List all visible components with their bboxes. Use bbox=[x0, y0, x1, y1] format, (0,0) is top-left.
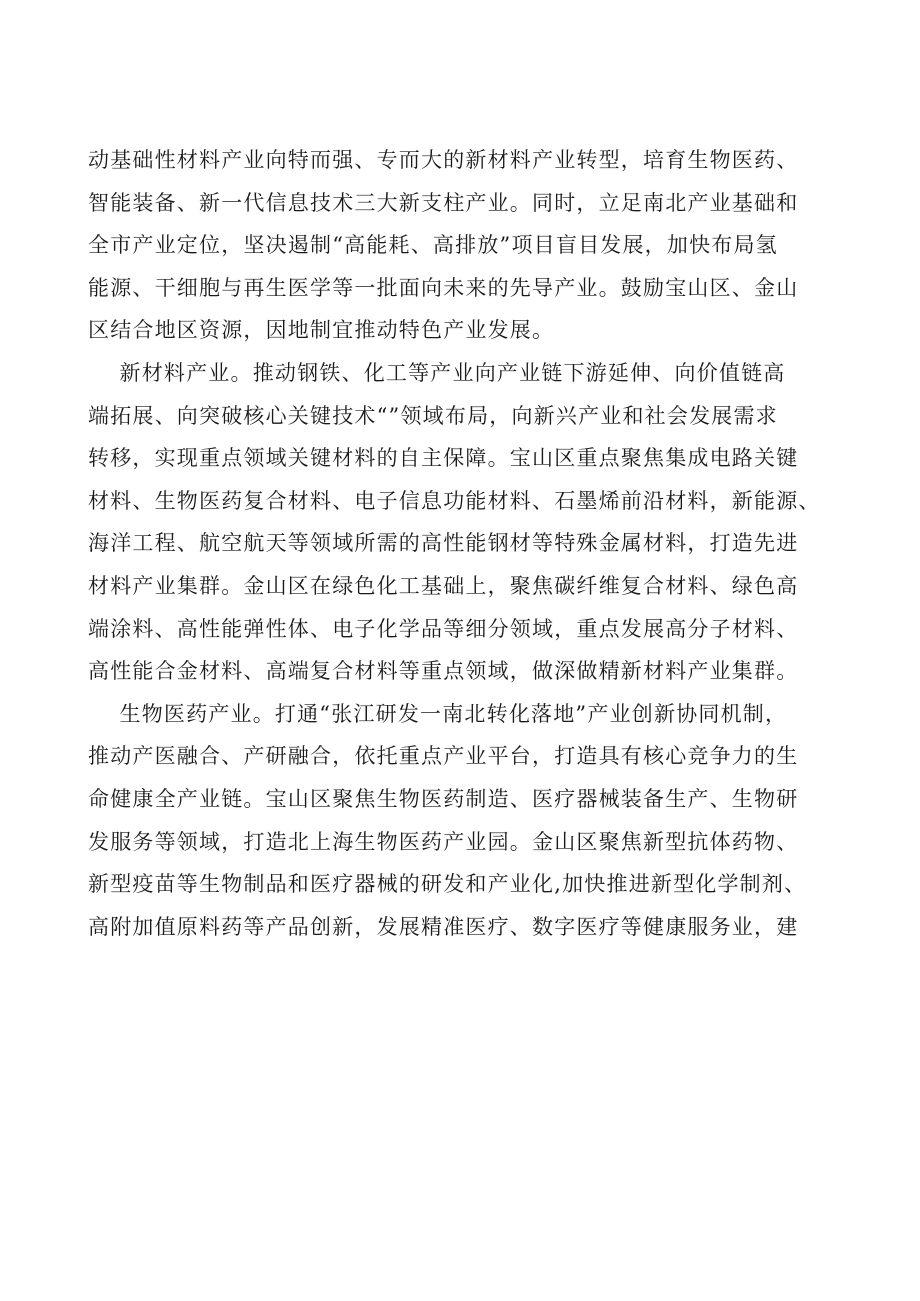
text-line: 材料、生物医药复合材料、电子信息功能材料、石墨烯前沿材料，新能源、 bbox=[88, 488, 821, 513]
paragraph-intro bbox=[88, 139, 848, 352]
text-line: 生物医药产业。打通“张江研发一南北转化落地”产业创新协同机制， bbox=[88, 701, 788, 726]
text-line: 高性能合金材料、高端复合材料等重点领域，做深做精新材料产业集群。 bbox=[88, 659, 799, 684]
text-line: 能源、干细胞与再生医学等一批面向未来的先导产业。鼓励宝山区、金山 bbox=[88, 275, 799, 300]
text-line: 端拓展、向突破核心关键技术“”领域布局，向新兴产业和社会发展需求 bbox=[88, 403, 778, 428]
text-line: 命健康全产业链。宝山区聚焦生物医药制造、医疗器械装备生产、生物研 bbox=[88, 786, 799, 811]
text-line: 智能装备、新一代信息技术三大新支柱产业。同时，立足南北产业基础和 bbox=[88, 190, 799, 215]
text-line: 端涂料、高性能弹性体、电子化学品等细分领域，重点发展高分子材料、 bbox=[88, 616, 799, 641]
paragraph-biomedicine bbox=[88, 693, 848, 949]
text-line: 高附加值原料药等产品创新，发展精准医疗、数字医疗等健康服务业，建 bbox=[88, 914, 799, 939]
text-line: 全市产业定位，坚决遏制“高能耗、高排放”项目盲目发展，加快布局氢 bbox=[88, 233, 778, 258]
text-line: 材料产业集群。金山区在绿色化工基础上，聚焦碳纤维复合材料、绿色高 bbox=[88, 573, 799, 598]
document-body bbox=[88, 139, 848, 948]
text-line: 区结合地区资源，因地制宜推动特色产业发展。 bbox=[88, 318, 555, 343]
text-line: 海洋工程、航空航天等领域所需的高性能钢材等特殊金属材料，打造先进 bbox=[88, 531, 799, 556]
text-line: 推动产医融合、产研融合，依托重点产业平台，打造具有核心竞争力的生 bbox=[88, 744, 799, 769]
text-line: 动基础性材料产业向特而强、专而大的新材料产业转型，培育生物医药、 bbox=[88, 148, 799, 172]
text-line: 发服务等领域，打造北上海生物医药产业园。金山区聚焦新型抗体药物、 bbox=[88, 829, 799, 854]
text-line: 新型疫苗等生物制品和医疗器械的研发和产业化,加快推进新型化学制剂、 bbox=[88, 872, 807, 897]
text-line: 新材料产业。推动钢铁、化工等产业向产业链下游延伸、向价值链高 bbox=[88, 360, 786, 385]
paragraph-new-materials bbox=[88, 352, 848, 693]
text-line: 转移，实现重点领域关键材料的自主保障。宝山区重点聚焦集成电路关键 bbox=[88, 446, 799, 471]
